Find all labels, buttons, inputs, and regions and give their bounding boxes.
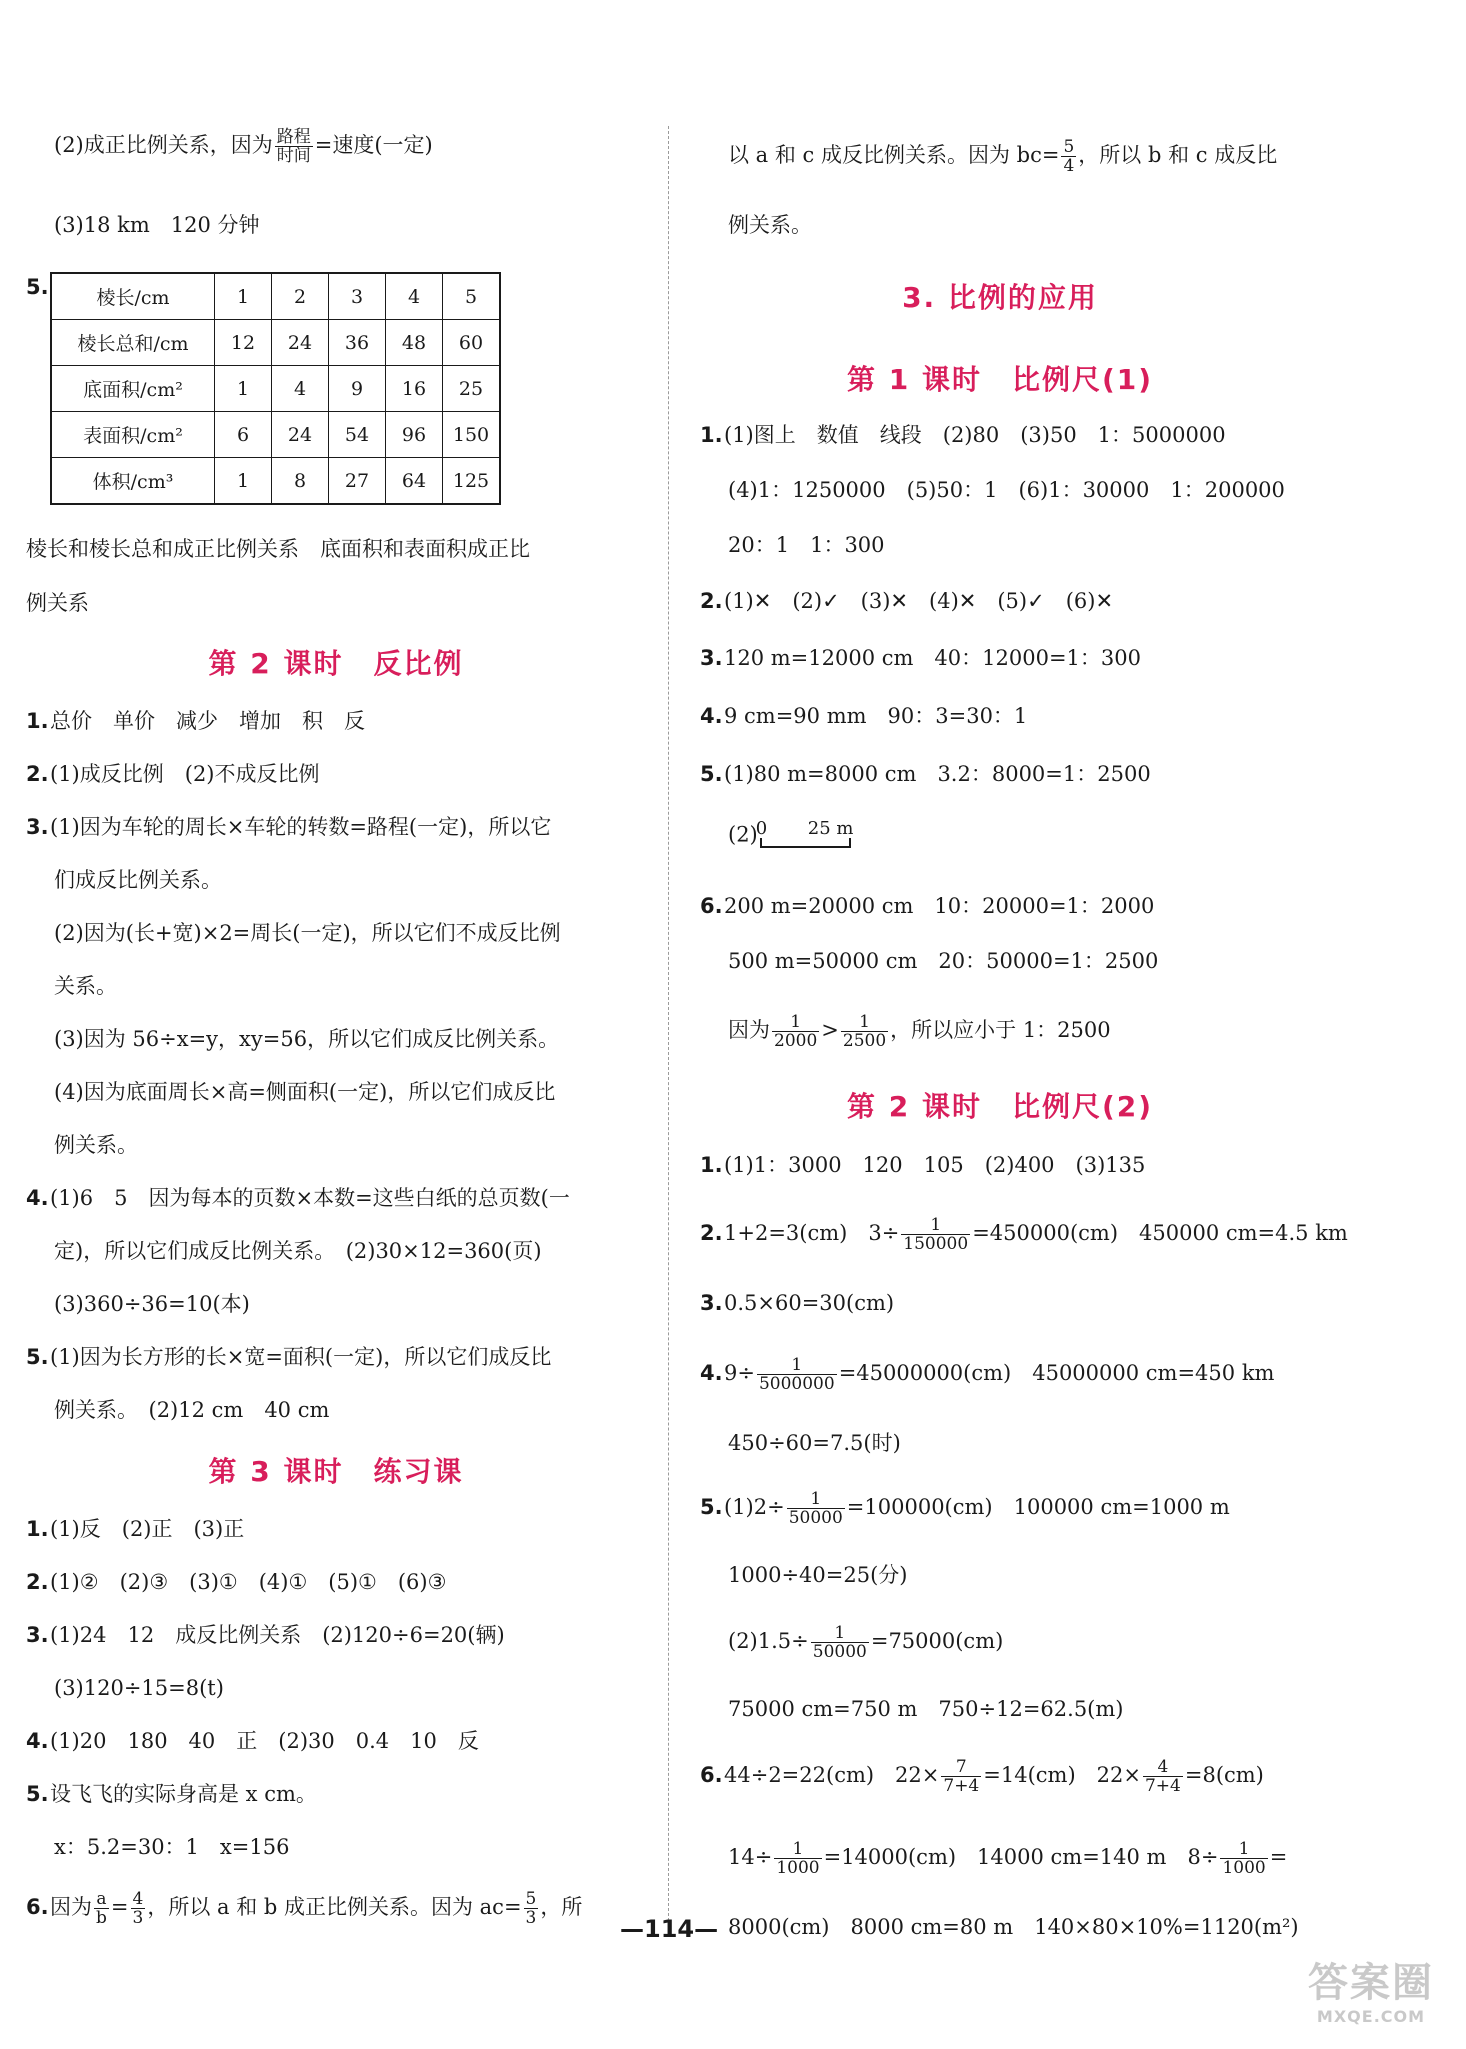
table-cell: 64 <box>386 458 443 505</box>
table-cell: 4 <box>386 273 443 320</box>
question-line: 2.1+2=3(cm) 3÷ $\frac{1}{150000}$ =450000(cm) 450000 cm=4.5 km <box>700 1215 1348 1254</box>
text-line: 例关系。 (2)12 cm 40 cm <box>54 1398 330 1422</box>
fraction: $\frac{5}{3}$ <box>525 1889 537 1928</box>
text-line: 定)，所以它们成反比例关系。 (2)30×12=360(页) <box>54 1239 542 1263</box>
text-line: 例关系。 <box>728 213 812 237</box>
question-line: 5.(1)因为长方形的长×宽=面积(一定)，所以它们成反比 <box>26 1345 552 1369</box>
fraction: $\frac{1}{50000}$ <box>788 1489 843 1528</box>
text-line: 关系。 <box>54 974 117 998</box>
table-row <box>51 273 500 320</box>
question-line: 4.9 cm=90 mm 90：3=30：1 <box>700 704 1028 728</box>
text-line: (2) 0 25 m <box>700 818 853 854</box>
table-cell: 60 <box>443 320 501 366</box>
question-line: 3.(1)因为车轮的周长×车轮的转数=路程(一定)，所以它 <box>26 815 552 839</box>
data-table <box>50 272 501 505</box>
question-line: 3.0.5×60=30(cm) <box>700 1291 895 1315</box>
row-header-cell: 表面积/cm² <box>51 412 215 458</box>
text-line: 1000÷40=25(分) <box>728 1563 908 1587</box>
table-cell: 4 <box>272 366 329 412</box>
question-line: 2.(1)② (2)③ (3)① (4)① (5)① (6)③ <box>26 1570 447 1594</box>
section-heading: 第 3 课时 练习课 <box>208 1455 464 1488</box>
fraction: $\frac{1}{1000}$ <box>776 1839 820 1878</box>
table-cell: 150 <box>443 412 501 458</box>
fraction: $\frac{5}{4}$ <box>1063 137 1075 176</box>
question-line: 5.设飞飞的实际身高是 x cm。 <box>26 1782 317 1806</box>
question-line: 4.(1)20 180 40 正 (2)30 0.4 10 反 <box>26 1729 479 1753</box>
text-line: 75000 cm=750 m 750÷12=62.5(m) <box>728 1697 1124 1721</box>
text-line: 20：1 1：300 <box>728 533 885 557</box>
text-line: (4)1：1250000 (5)50：1 (6)1：30000 1：200000 <box>728 478 1285 502</box>
scale-bar: 0 25 m <box>758 818 853 854</box>
table-row <box>51 320 500 366</box>
question-line: 5.(1)80 m=8000 cm 3.2：8000=1：2500 <box>700 762 1151 786</box>
fraction: $\frac{1}{2500}$ <box>842 1012 887 1051</box>
table-cell: 16 <box>386 366 443 412</box>
table-cell: 5 <box>443 273 501 320</box>
text-line: 们成反比例关系。 <box>54 868 222 892</box>
section-heading: 第 2 课时 反比例 <box>208 647 464 680</box>
text-line: (2)1.5÷ $\frac{1}{50000}$ =75000(cm) <box>728 1623 1004 1662</box>
text-line: (2)成正比例关系，因为 $\frac{\text{路程}}{\text{时间}}$ =速度(一定) <box>54 127 433 166</box>
text-line: 例关系 <box>26 591 89 615</box>
text-line: (4)因为底面周长×高=侧面积(一定)，所以它们成反比 <box>54 1080 556 1104</box>
row-header-cell: 底面积/cm² <box>51 366 215 412</box>
data-table-body <box>51 273 500 504</box>
text-line: (3)360÷36=10(本) <box>54 1292 250 1316</box>
text-line: 因为 $\frac{1}{2000}$ > $\frac{1}{2500}$ ，所以应小于 1：2500 <box>728 1012 1111 1051</box>
fraction: $\frac{a}{b}$ <box>96 1889 107 1928</box>
table-cell: 24 <box>272 320 329 366</box>
watermark-logo: 答案圈 MXQE.COM <box>1308 1960 1434 2026</box>
text-line: 14÷ $\frac{1}{1000}$ =14000(cm) 14000 cm=140 m 8÷ $\frac{1}{1000}$ = <box>728 1839 1288 1878</box>
question-line: 6.44÷2=22(cm) 22× $\frac{7}{7+4}$ =14(cm) 22× $\frac{4}{7+4}$ =8(cm) <box>700 1757 1264 1796</box>
text-line: 棱长和棱长总和成正比例关系 底面积和表面积成正比 <box>26 537 530 561</box>
question-number: 5. <box>26 275 49 299</box>
text-line: x：5.2=30：1 x=156 <box>54 1835 290 1859</box>
fraction: $\frac{1}{1000}$ <box>1222 1839 1266 1878</box>
row-header-cell: 体积/cm³ <box>51 458 215 505</box>
fraction: $\frac{4}{3}$ <box>132 1889 144 1928</box>
section-heading: 第 1 课时 比例尺(1) <box>846 363 1154 396</box>
question-line: 6.200 m=20000 cm 10：20000=1：2000 <box>700 894 1155 918</box>
table-row <box>51 458 500 505</box>
text-line: (2)因为(长+宽)×2=周长(一定)，所以它们不成反比例 <box>54 921 561 945</box>
table-cell: 24 <box>272 412 329 458</box>
question-line: 2.(1)成反比例 (2)不成反比例 <box>26 762 320 786</box>
question-line: 3.(1)24 12 成反比例关系 (2)120÷6=20(辆) <box>26 1623 505 1647</box>
row-header-cell: 棱长总和/cm <box>51 320 215 366</box>
table-cell: 1 <box>215 273 272 320</box>
text-line: (3)120÷15=8(t) <box>54 1676 224 1700</box>
table-cell: 54 <box>329 412 386 458</box>
table-cell: 8 <box>272 458 329 505</box>
table-cell: 27 <box>329 458 386 505</box>
fraction: $\frac{1}{5000000}$ <box>758 1355 835 1394</box>
table-row <box>51 412 500 458</box>
question-line: 2.(1)✕ (2)✓ (3)✕ (4)✕ (5)✓ (6)✕ <box>700 589 1114 613</box>
fraction: $\frac{4}{7+4}$ <box>1144 1757 1181 1796</box>
text-line: 450÷60=7.5(时) <box>728 1431 901 1455</box>
table-cell: 1 <box>215 366 272 412</box>
question-line: 3.120 m=12000 cm 40：12000=1：300 <box>700 646 1141 670</box>
table-cell: 36 <box>329 320 386 366</box>
table-cell: 3 <box>329 273 386 320</box>
table-cell: 12 <box>215 320 272 366</box>
question-line: 6.因为 $\frac{a}{b}$ = $\frac{4}{3}$ ，所以 a 和 b 成正比例关系。因为 ac= $\frac{5}{3}$ ，所 <box>26 1889 583 1928</box>
section-heading: 第 2 课时 比例尺(2) <box>846 1090 1154 1123</box>
table-cell: 1 <box>215 458 272 505</box>
fraction: $\frac{7}{7+4}$ <box>943 1757 980 1796</box>
question-line: 1.(1)1：3000 120 105 (2)400 (3)135 <box>700 1153 1146 1177</box>
question-line: 4.9÷ $\frac{1}{5000000}$ =45000000(cm) 45000000 cm=450 km <box>700 1355 1275 1394</box>
table-cell: 25 <box>443 366 501 412</box>
fraction: $\frac{\text{路程}}{\text{时间}}$ <box>276 127 311 166</box>
table-cell: 125 <box>443 458 501 505</box>
question-line: 1.(1)反 (2)正 (3)正 <box>26 1517 245 1541</box>
table-row <box>51 366 500 412</box>
page-number: —114— <box>620 1915 719 1943</box>
table-cell: 9 <box>329 366 386 412</box>
table-cell: 2 <box>272 273 329 320</box>
question-line: 4.(1)6 5 因为每本的页数×本数=这些白纸的总页数(一 <box>26 1186 570 1210</box>
text-line: (3)因为 56÷x=y，xy=56，所以它们成反比例关系。 <box>54 1027 560 1051</box>
question-line: 1.(1)图上 数值 线段 (2)80 (3)50 1：5000000 <box>700 423 1226 447</box>
column-divider <box>668 126 669 1926</box>
text-line: (3)18 km 120 分钟 <box>54 213 260 237</box>
question-line: 5.(1)2÷ $\frac{1}{50000}$ =100000(cm) 100000 cm=1000 m <box>700 1489 1230 1528</box>
text-line: 例关系。 <box>54 1133 138 1157</box>
text-line: 以 a 和 c 成反比例关系。因为 bc= $\frac{5}{4}$ ，所以 b 和 c 成反比 <box>728 137 1278 176</box>
question-line: 1.总价 单价 减少 增加 积 反 <box>26 709 365 733</box>
table-cell: 6 <box>215 412 272 458</box>
chapter-heading: 3. 比例的应用 <box>902 281 1098 314</box>
row-header-cell: 棱长/cm <box>51 273 215 320</box>
fraction: $\frac{1}{2000}$ <box>774 1012 818 1051</box>
fraction: $\frac{1}{150000}$ <box>903 1215 969 1254</box>
fraction: $\frac{1}{50000}$ <box>812 1623 867 1662</box>
text-line: 500 m=50000 cm 20：50000=1：2500 <box>728 949 1159 973</box>
table-cell: 96 <box>386 412 443 458</box>
table-cell: 48 <box>386 320 443 366</box>
text-line: 8000(cm) 8000 cm=80 m 140×80×10%=1120(m²) <box>728 1915 1299 1939</box>
